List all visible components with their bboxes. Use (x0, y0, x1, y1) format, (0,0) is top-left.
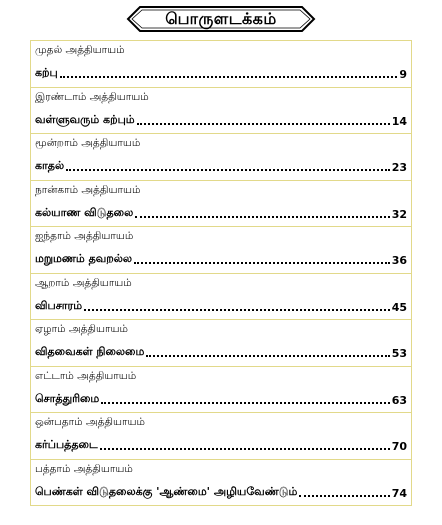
toc-entry[interactable] (31, 181, 411, 228)
chapter-label: ஆறாம் அத்தியாயம் (35, 276, 132, 289)
page-title: பொருளடக்கம் (165, 9, 277, 28)
chapter-label: ஏழாம் அத்தியாயம் (35, 323, 128, 335)
page-number: 14 (391, 114, 407, 128)
chapter-title: கர்ப்பத்தடை (35, 438, 98, 451)
page-number: 53 (391, 347, 407, 360)
chapter-title: காதல் (35, 159, 65, 172)
toc-entry[interactable] (31, 227, 411, 274)
page-number: 32 (391, 207, 407, 221)
leader-dots (100, 448, 390, 450)
toc-entry[interactable] (31, 41, 411, 88)
toc-entry[interactable] (31, 88, 411, 135)
chapter-title: கல்யாண விடுதலை (35, 205, 134, 219)
chapter-title: மறுமணம் தவறல்ல (35, 252, 133, 265)
leader-dots (66, 169, 390, 171)
chapter-title: விதவைகள் நிலைமை (35, 345, 145, 358)
leader-dots (299, 495, 389, 497)
toc-entry[interactable] (31, 460, 411, 507)
page-number: 9 (399, 68, 407, 81)
toc-entry[interactable] (31, 413, 411, 460)
leader-dots (134, 262, 390, 264)
page-number: 74 (391, 486, 407, 500)
toc-entry[interactable] (31, 274, 411, 321)
chapter-label: ஐந்தாம் அத்தியாயம் (35, 230, 134, 242)
chapter-label: ஒன்பதாம் அத்தியாயம் (35, 416, 145, 428)
table-of-contents (30, 40, 412, 506)
chapter-title: சொத்துரிமை (35, 391, 100, 405)
page-number: 70 (391, 440, 407, 453)
chapter-title: விபசாரம் (35, 298, 83, 312)
chapter-label: மூன்றாம் அத்தியாயம் (35, 137, 141, 149)
leader-dots (84, 309, 390, 311)
chapter-label: முதல் அத்தியாயம் (35, 44, 125, 56)
leader-dots (146, 355, 389, 357)
page-title-banner (126, 4, 316, 34)
toc-entry[interactable] (31, 367, 411, 414)
chapter-label: நான்காம் அத்தியாயம் (35, 183, 141, 196)
leader-dots (137, 123, 390, 125)
page-number: 36 (391, 254, 407, 267)
page-number: 45 (391, 300, 407, 314)
toc-entry[interactable] (31, 320, 411, 367)
page-number: 23 (391, 161, 407, 174)
leader-dots (135, 216, 389, 218)
leader-dots (60, 76, 398, 78)
page-number: 63 (391, 393, 407, 407)
chapter-label: இரண்டாம் அத்தியாயம் (35, 90, 149, 103)
chapter-label: எட்டாம் அத்தியாயம் (35, 369, 137, 382)
chapter-label: பத்தாம் அத்தியாயம் (35, 462, 133, 475)
chapter-title: வள்ளுவரும் கற்பும் (35, 112, 135, 126)
toc-entry[interactable] (31, 134, 411, 181)
chapter-title: கற்பு (35, 66, 58, 79)
chapter-title: பெண்கள் விடுதலைக்கு 'ஆண்மை' அழியவேண்டும் (35, 484, 298, 498)
leader-dots (101, 402, 389, 404)
